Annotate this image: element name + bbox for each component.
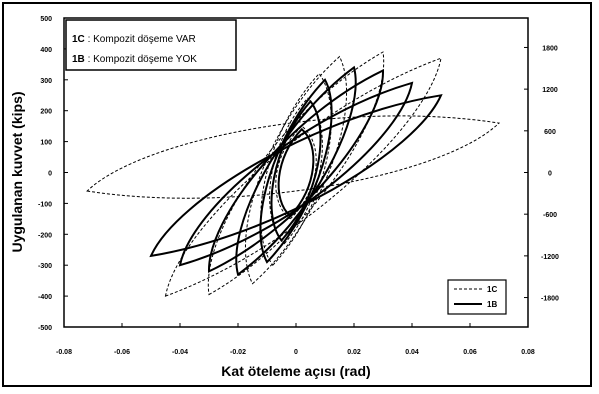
y2-tick-label: 600 <box>544 128 556 136</box>
y2-tick-label: -1800 <box>541 295 559 303</box>
curves-layer <box>84 52 499 296</box>
loop-1b-4 <box>236 67 355 274</box>
info-box-line-2 <box>72 54 197 65</box>
x-tick-label: -0.08 <box>56 349 72 356</box>
y-tick-label: 100 <box>40 139 52 147</box>
y2-tick-label: -600 <box>542 212 558 220</box>
y-axis-title: Uygulanan kuvvet (kips) <box>9 91 25 253</box>
y2-tick-label: 0 <box>548 170 552 178</box>
x-axis-title: Kat öteleme açısı (rad) <box>221 363 371 379</box>
y-tick-label: 400 <box>40 46 52 54</box>
y-tick-label: -500 <box>37 325 52 332</box>
info-box <box>66 20 236 70</box>
x-tick-label: -0.06 <box>114 349 130 356</box>
y-tick-label: -400 <box>37 294 52 302</box>
legend <box>448 280 506 314</box>
x-tick-label: -0.04 <box>172 349 188 356</box>
x-tick-label: 0.08 <box>521 349 535 356</box>
y-tick-label: -100 <box>37 201 52 209</box>
y-tick-label: 300 <box>40 77 52 85</box>
x-tick-label: 0.04 <box>405 349 419 356</box>
y2-tick-label: -1200 <box>541 253 559 261</box>
series-1c <box>84 52 499 296</box>
y-tick-label: 500 <box>40 16 52 23</box>
info-code-1c: 1C <box>72 34 85 45</box>
legend-label-1b: 1B <box>487 300 498 309</box>
info-box-line-1 <box>72 34 196 45</box>
x-tick-label: -0.02 <box>230 349 246 356</box>
y2-tick-label: 1800 <box>542 45 558 53</box>
loop-1c-6 <box>166 58 442 296</box>
loop-1c-4 <box>245 57 346 284</box>
y2-tick-label: 1200 <box>542 87 558 95</box>
x-tick-label: 0.02 <box>347 349 361 356</box>
x-tick-label: 0.06 <box>463 349 477 356</box>
y-tick-label: -200 <box>37 232 52 240</box>
y-tick-label: -300 <box>37 263 52 271</box>
info-text-1b: : Kompozit döşeme YOK <box>84 54 197 65</box>
info-text-1c: : Kompozit döşeme VAR <box>84 34 196 45</box>
x-tick-label: 0 <box>294 349 298 356</box>
y-tick-label: 0 <box>48 170 52 178</box>
legend-frame <box>448 280 506 314</box>
legend-label-1c: 1C <box>487 285 498 294</box>
y-tick-label: 200 <box>40 108 52 116</box>
loop-1b-5 <box>209 71 383 272</box>
info-code-1b: 1B <box>72 54 85 65</box>
